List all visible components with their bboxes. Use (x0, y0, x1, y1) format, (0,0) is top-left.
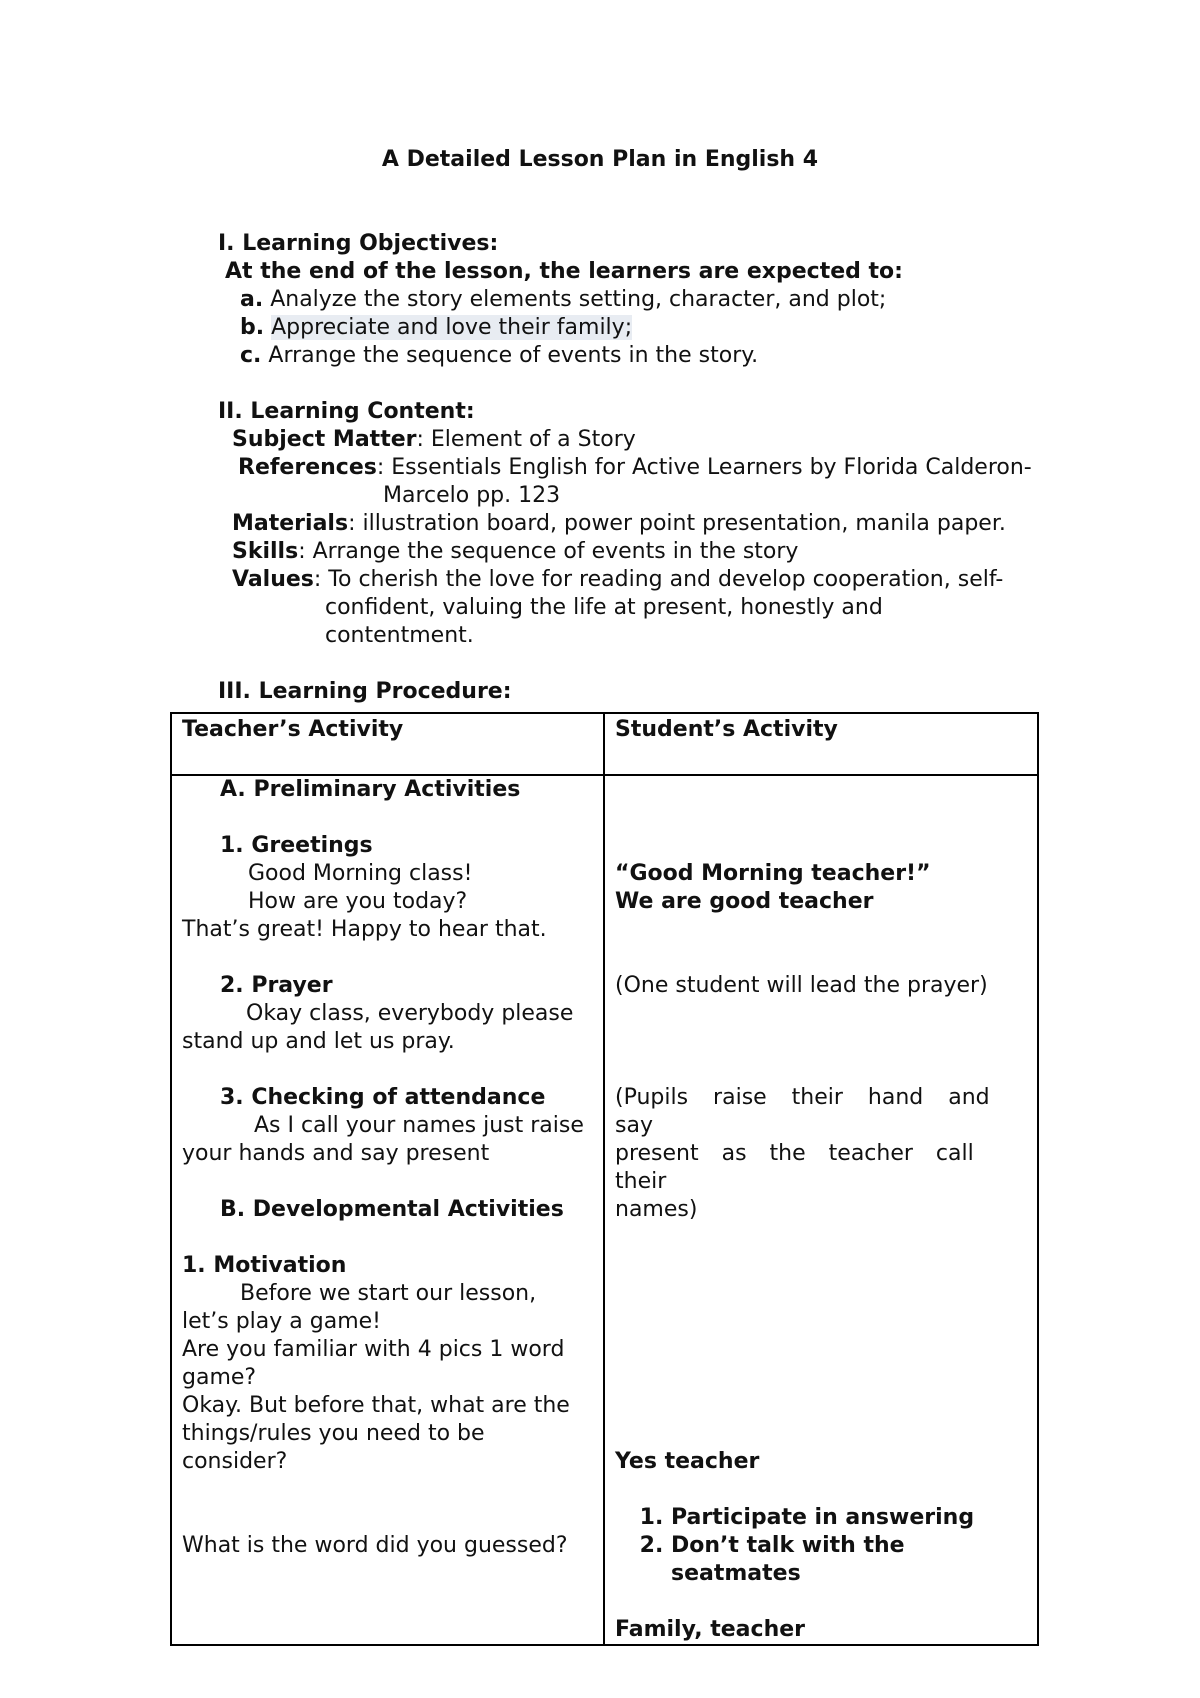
greet-line-3: That’s great! Happy to hear that. (182, 917, 547, 942)
references-value: : Essentials English for Active Learners by Florida Calderon- (376, 455, 1032, 480)
motivation-line-6: things/rules you need to be consider? (182, 1421, 485, 1474)
teacher-activity-cell (171, 775, 604, 1645)
attendance-line-2: your hands and say present (182, 1141, 490, 1166)
skills-label: Skills (232, 539, 299, 564)
objective-item-c (240, 342, 758, 370)
col-teacher-header: Teacher’s Activity (171, 713, 604, 775)
procedure-table (170, 712, 1039, 1646)
objectives-heading: I. Learning Objectives: (218, 231, 499, 256)
procedure-heading: III. Learning Procedure: (218, 679, 512, 704)
objective-letter: b. (240, 315, 265, 340)
references-continued: Marcelo pp. 123 (383, 483, 561, 508)
objective-letter: a. (240, 287, 264, 312)
attendance-heading: 3. Checking of attendance (220, 1085, 546, 1110)
motivation-line-4: game? (182, 1365, 257, 1390)
prelim-heading: A. Preliminary Activities (220, 777, 521, 802)
references-label: References (238, 455, 377, 480)
list-item: 2. Don’t talk with the seatmates (671, 1532, 1027, 1588)
greet-response-2: We are good teacher (615, 889, 874, 914)
materials-value: : illustration board, power point presentation, manila paper. (348, 511, 1006, 536)
list-item: 1. Participate in answering (671, 1504, 1027, 1532)
rules-list (615, 1504, 1027, 1588)
skills (232, 538, 798, 566)
attendance-response-text: present as the teacher call their (615, 1141, 974, 1194)
col-student-header: Student’s Activity (604, 713, 1038, 775)
motivation-line-1: Before we start our lesson, (240, 1281, 537, 1306)
objective-letter: c. (240, 343, 262, 368)
references (238, 454, 1032, 482)
subject-label: Subject Matter (232, 427, 417, 452)
table-row (171, 775, 1038, 1645)
values-value: : To cherish the love for reading and develop cooperation, self- (313, 567, 1004, 592)
document-title: A Detailed Lesson Plan in English 4 (381, 147, 819, 172)
motivation-response-1: Yes teacher (615, 1449, 760, 1474)
subject-matter (232, 426, 636, 454)
attendance-line-1: As I call your names just raise (254, 1113, 584, 1138)
objective-text: Appreciate and love their family; (271, 315, 633, 340)
greet-response-1: “Good Morning teacher!” (615, 861, 931, 886)
prayer-line-2: stand up and let us pray. (182, 1029, 455, 1054)
developmental-heading: B. Developmental Activities (220, 1197, 564, 1222)
greet-line-1: Good Morning class! (248, 861, 473, 886)
values-continued-1: confident, valuing the life at present, honestly and (325, 595, 883, 620)
materials (232, 510, 1006, 538)
greet-line-2: How are you today? (248, 889, 468, 914)
motivation-line-7: What is the word did you guessed? (182, 1533, 568, 1558)
objective-text: Arrange the sequence of events in the story. (268, 343, 759, 368)
motivation-heading: 1. Motivation (182, 1253, 347, 1278)
greetings-heading: 1. Greetings (220, 833, 373, 858)
objective-text: Analyze the story elements setting, character, and plot; (270, 287, 887, 312)
subject-value: : Element of a Story (416, 427, 636, 452)
values-label: Values (232, 567, 314, 592)
student-activity-cell (604, 775, 1038, 1645)
values (232, 566, 1003, 594)
attendance-response-3: names) (615, 1197, 698, 1222)
objective-item-a (240, 286, 886, 314)
attendance-response-text: (Pupils raise their hand and say (615, 1085, 990, 1138)
objectives-intro: At the end of the lesson, the learners are expected to: (225, 259, 903, 284)
prayer-heading: 2. Prayer (220, 973, 333, 998)
attendance-response-2 (615, 1140, 1027, 1196)
motivation-line-2: let’s play a game! (182, 1309, 381, 1334)
motivation-response-2: Family, teacher (615, 1617, 805, 1642)
values-continued-2: contentment. (325, 623, 474, 648)
content-heading: II. Learning Content: (218, 399, 475, 424)
prayer-response: (One student will lead the prayer) (615, 973, 988, 998)
table-header-row (171, 713, 1038, 775)
attendance-response-1 (615, 1084, 1027, 1140)
motivation-line-5: Okay. But before that, what are the (182, 1393, 570, 1418)
skills-value: : Arrange the sequence of events in the story (298, 539, 799, 564)
motivation-line-3: Are you familiar with 4 pics 1 word (182, 1337, 565, 1362)
objective-item-b (240, 314, 632, 342)
materials-label: Materials (232, 511, 349, 536)
prayer-line-1: Okay class, everybody please (246, 1001, 574, 1026)
